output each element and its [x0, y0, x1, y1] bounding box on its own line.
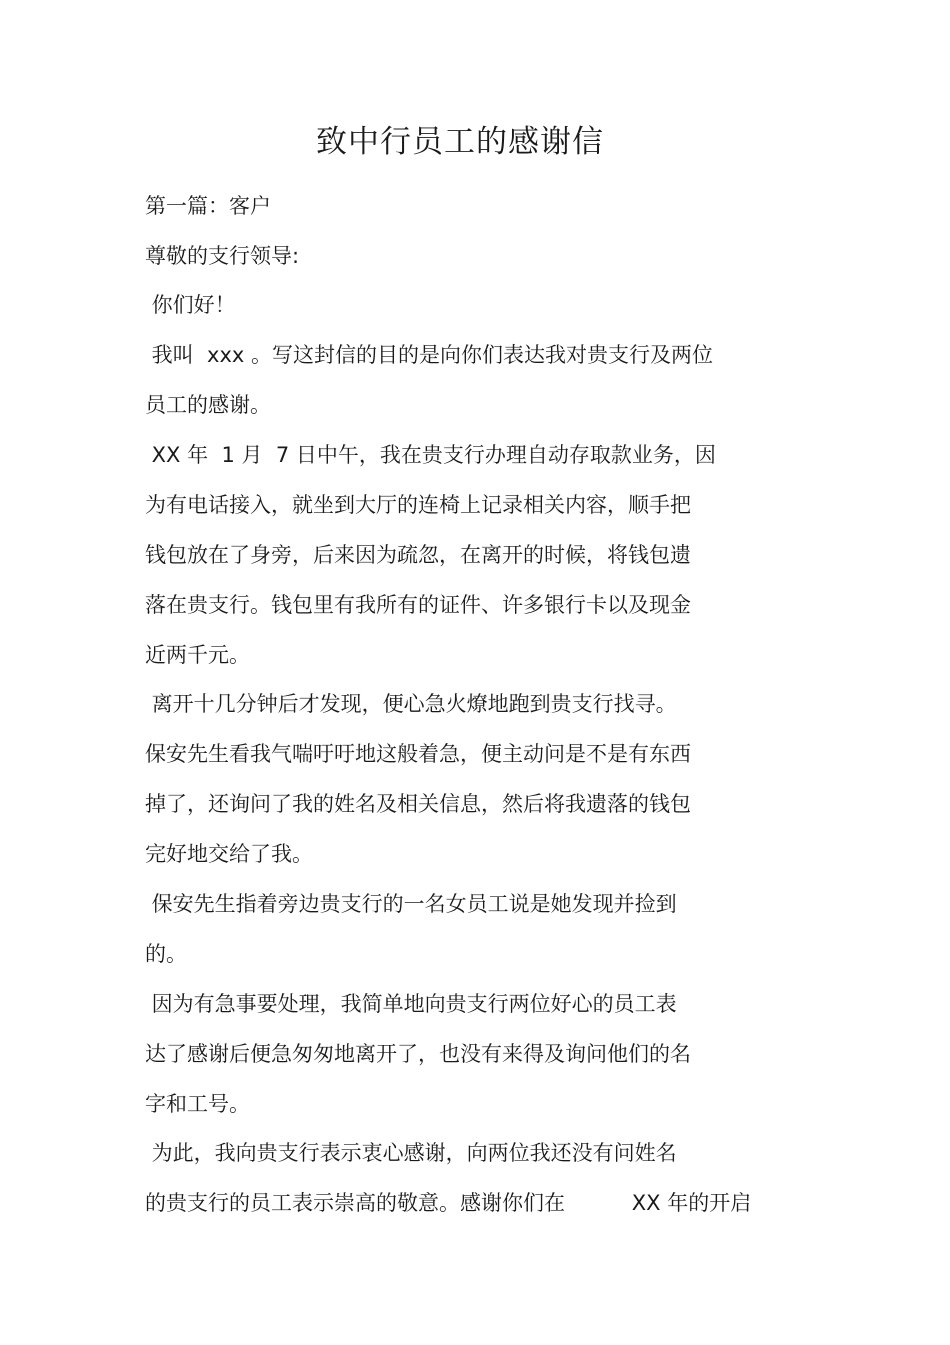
text-line: 离开十几分钟后才发现，便心急火燎地跑到贵支行找寻。	[145, 692, 677, 716]
text-line: 掉了，还询问了我的姓名及相关信息，然后将我遗落的钱包	[145, 792, 691, 816]
text-line: 字和工号。	[145, 1092, 250, 1116]
text-line: 尊敬的支行领导:	[145, 244, 300, 268]
text-line: 的贵支行的员工表示崇高的敬意。感谢你们在 XX 年的开启	[145, 1191, 752, 1215]
text-line: 保安先生指着旁边贵支行的一名女员工说是她发现并捡到	[145, 892, 677, 916]
text-line: 近两千元。	[145, 643, 250, 667]
text-line: 我叫 xxx 。写这封信的目的是向你们表达我对贵支行及两位	[145, 343, 713, 367]
text-line: 因为有急事要处理，我简单地向贵支行两位好心的员工表	[145, 992, 677, 1016]
text-line: 达了感谢后便急匆匆地离开了，也没有来得及询问他们的名	[145, 1042, 691, 1066]
text-line: 钱包放在了身旁，后来因为疏忽，在离开的时候，将钱包遗	[145, 543, 691, 567]
text-line: 员工的感谢。	[145, 393, 271, 417]
text-line: XX 年 1 月 7 日中午，我在贵支行办理自动存取款业务，因	[145, 443, 716, 467]
document-title: 致中行员工的感谢信	[316, 124, 604, 160]
text-line: 保安先生看我气喘吁吁地这般着急，便主动问是不是有东西	[145, 742, 691, 766]
text-line: 为有电话接入，就坐到大厅的连椅上记录相关内容，顺手把	[145, 493, 691, 517]
text-line: 为此，我向贵支行表示衷心感谢，向两位我还没有问姓名	[145, 1141, 677, 1165]
text-line: 你们好！	[145, 293, 236, 317]
text-line: 落在贵支行。钱包里有我所有的证件、许多银行卡以及现金	[145, 593, 691, 617]
text-line: 的。	[145, 942, 187, 966]
text-line: 第一篇：客户	[145, 194, 271, 218]
text-line: 完好地交给了我。	[145, 842, 313, 866]
